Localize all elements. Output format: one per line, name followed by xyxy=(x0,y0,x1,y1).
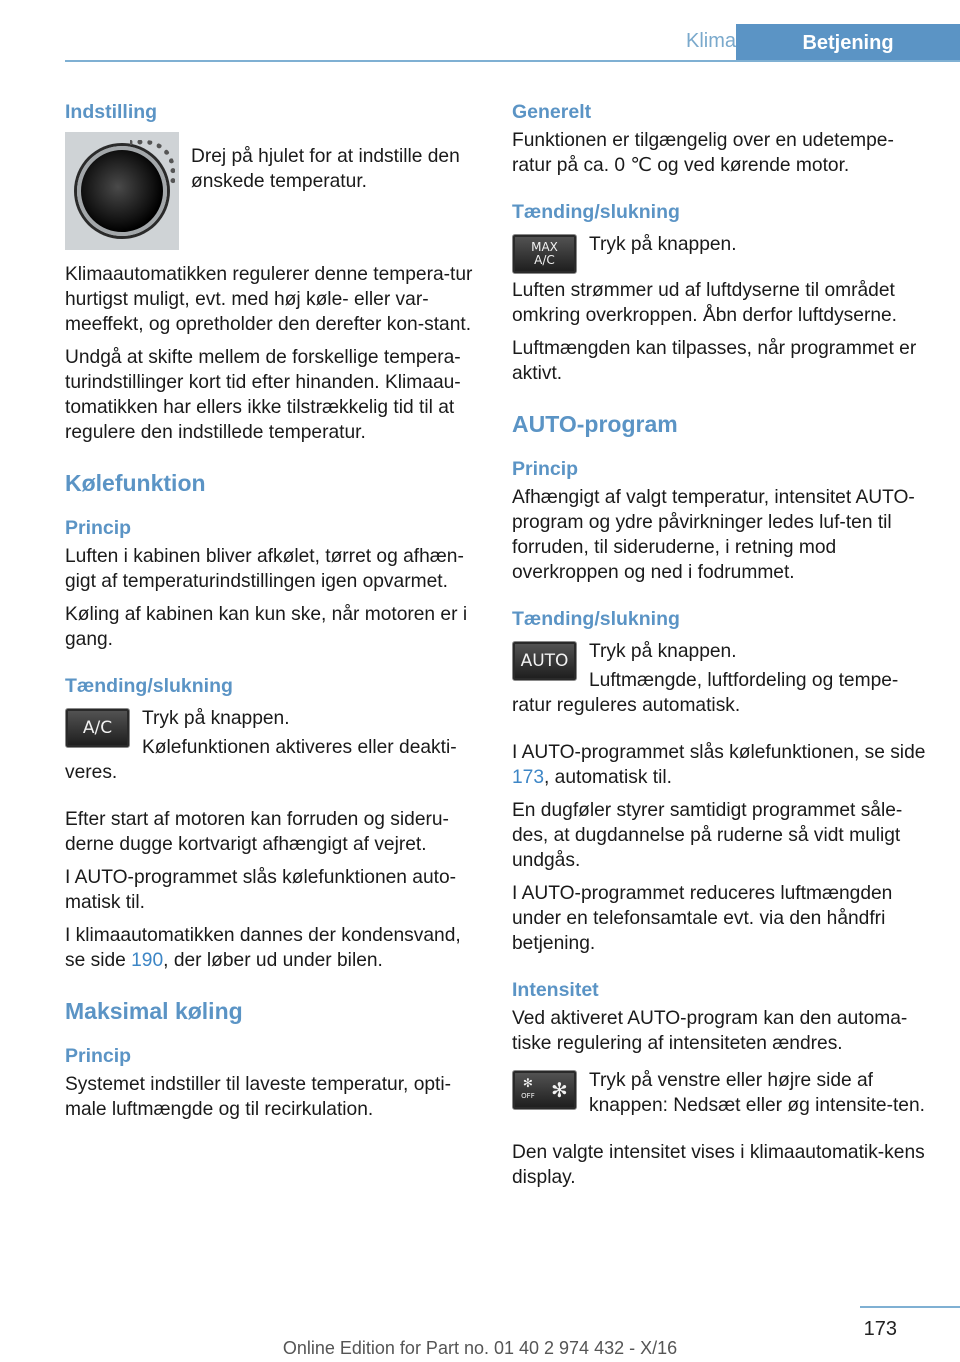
heading-maksimal-koling: Maksimal køling xyxy=(65,998,243,1024)
footer-rule xyxy=(860,1306,960,1308)
paragraph-with-link: I AUTO-programmet slås kølefunktionen, se side 173, automatisk til. xyxy=(512,742,926,788)
heading-princip: Princip xyxy=(65,517,132,539)
paragraph: Afhængigt af valgt temperatur, intensitet AUTO-program og ydre påvirkninger ledes luf‐ten til forruden, til sideruderne, i retning mod overkroppen og ned i fodrummet. xyxy=(512,487,915,583)
max-ac-button-icon: MAX A/C xyxy=(512,234,577,274)
tryk-text: Tryk på knappen. xyxy=(589,234,737,255)
paragraph: Luftmængden kan tilpasses, når programmet er aktivt. xyxy=(512,338,917,384)
paragraph: Den valgte intensitet vises i klimaautomatik‐kens display. xyxy=(512,1142,925,1188)
right-column xyxy=(512,100,928,1198)
intensity-description: Tryk på venstre eller højre side af knappen: Nedsæt eller øg intensite‐ten. xyxy=(589,1070,925,1116)
tryk-text: Tryk på knappen. xyxy=(589,641,737,662)
paragraph: Systemet indstiller til laveste temperatur, opti‐male luftmængde og til recirkulation. xyxy=(65,1074,452,1120)
left-column xyxy=(65,100,481,1130)
fan-small-icon: ✻ OFF xyxy=(521,1076,535,1100)
indstilling-text: Drej på hjulet for at indstille den ønskede temperatur. xyxy=(191,146,460,192)
paragraph: Ved aktiveret AUTO-program kan den automa‐tiske regulering af intensiteten ændres. xyxy=(512,1008,908,1054)
header-rule xyxy=(65,60,960,62)
heading-kolefunktion: Kølefunktion xyxy=(65,470,206,496)
paragraph: Klimaautomatikken regulerer denne tempera‐tur hurtigst muligt, evt. med høj køle- eller var‐meeffekt, og opretholder den derefter kon‐stant. xyxy=(65,264,473,335)
ac-description: Kølefunktionen aktiveres eller deakti‐veres. xyxy=(65,737,457,783)
heading-intensitet: Intensitet xyxy=(512,979,599,1001)
auto-button-icon: AUTO xyxy=(512,641,577,681)
paragraph: Luften i kabinen bliver afkølet, tørret og afhæn‐gigt af temperaturindstillingen igen opvarmet. xyxy=(65,546,464,592)
heading-princip: Princip xyxy=(512,458,579,480)
heading-taending-slukning: Tænding/slukning xyxy=(65,675,233,697)
temperature-knob-icon xyxy=(65,132,179,250)
heading-indstilling: Indstilling xyxy=(65,101,158,123)
fan-intensity-button-icon xyxy=(512,1070,577,1110)
paragraph: Efter start af motoren kan forruden og sideru‐derne dugge kortvarigt afhængigt af vejret. xyxy=(65,809,449,855)
heading-auto-program: AUTO-program xyxy=(512,411,678,437)
page-link-173[interactable]: 173 xyxy=(512,767,545,788)
heading-generelt: Generelt xyxy=(512,101,592,123)
page-link-190[interactable]: 190 xyxy=(131,950,164,971)
paragraph: I AUTO-programmet slås kølefunktionen auto‐matisk til. xyxy=(65,867,457,913)
page-number: 173 xyxy=(863,1318,897,1340)
edition-note: Online Edition for Part no. 01 40 2 974 432 - X/16 xyxy=(282,1338,678,1358)
paragraph: I AUTO-programmet reduceres luftmængden under en telefonsamtale evt. via den håndfri betjening. xyxy=(512,883,893,954)
tryk-text: Tryk på knappen. xyxy=(142,708,290,729)
fan-large-icon: ✻ xyxy=(551,1077,568,1102)
paragraph: En dugføler styrer samtidigt programmet såle‐des, at dugdannelse på ruderne så vidt muligt undgås. xyxy=(512,800,903,871)
auto-description: Luftmængde, luftfordeling og tempe‐ratur reguleres automatisk. xyxy=(512,670,899,716)
page-footer xyxy=(0,1300,960,1362)
paragraph: Luften strømmer ud af luftdyserne til området omkring overkroppen. Åbn derfor luftdyserne. xyxy=(512,280,898,326)
heading-princip: Princip xyxy=(65,1045,132,1067)
heading-taending-slukning: Tænding/slukning xyxy=(512,608,680,630)
section-tab-klima[interactable]: Klima xyxy=(685,30,736,52)
heading-taending-slukning: Tænding/slukning xyxy=(512,201,680,223)
page-header xyxy=(65,24,960,62)
paragraph: Funktionen er tilgængelig over en udetempe‐ratur på ca. 0 ℃ og ved kørende motor. xyxy=(512,130,894,176)
ac-button-icon: A/C xyxy=(65,708,130,748)
paragraph-with-link: I klimaautomatikken dannes der kondensvand, se side 190, der løber ud under bilen. xyxy=(65,925,461,971)
paragraph: Køling af kabinen kan kun ske, når motoren er i gang. xyxy=(65,604,468,650)
paragraph: Undgå at skifte mellem de forskellige tempera‐turindstillinger kort tid efter hinanden. Klimaau‐tomatikken har ellers ikke tilstrækkelig tid til at regulere den indstillede temperatur. xyxy=(65,347,461,443)
section-tab-betjening[interactable]: Betjening xyxy=(736,24,960,62)
